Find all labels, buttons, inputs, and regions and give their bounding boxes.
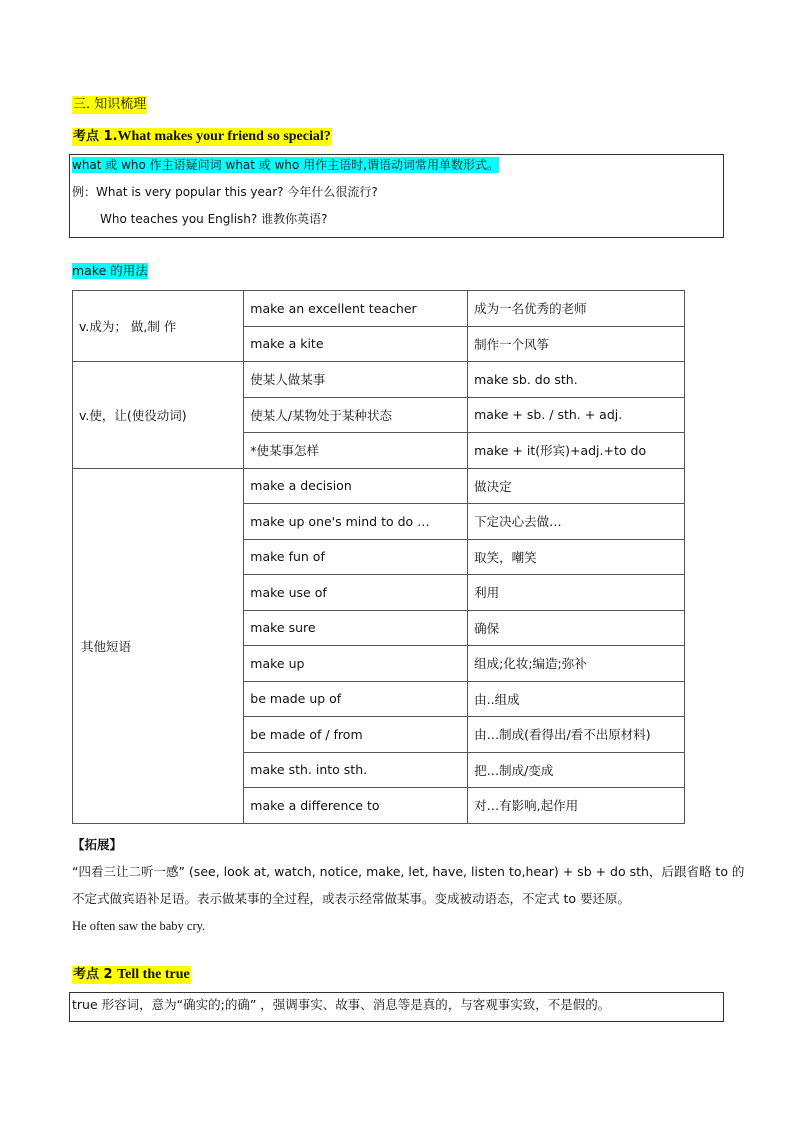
phrase-cell: make sure <box>250 620 316 636</box>
table-row <box>73 468 685 504</box>
meaning-cell: 取笑，嘲笑 <box>474 549 537 565</box>
meaning-cell: make + sb. / sth. + adj. <box>474 407 623 423</box>
point2-heading: Tell the true <box>117 967 190 982</box>
point1-heading: What makes your friend so special? <box>117 129 331 144</box>
point2-label: 考点 2 <box>73 967 118 982</box>
make-usage-heading: make 的用法 <box>72 263 148 278</box>
phrase-cell: make up one's mind to do … <box>250 513 430 529</box>
point1-label: 考点 1. <box>73 129 118 144</box>
phrase-cell: *使某事怎样 <box>250 443 320 459</box>
point1-title <box>72 128 332 146</box>
meaning-cell: 对…有影响,起作用 <box>474 798 579 814</box>
category-cell: 其他短语 <box>73 468 244 823</box>
meaning-cell: 成为一名优秀的老师 <box>474 301 587 317</box>
phrase-cell: make fun of <box>250 549 325 565</box>
meaning-cell: 组成;化妆;编造;弥补 <box>474 656 587 672</box>
expand-heading: 【拓展】 <box>72 837 123 852</box>
expand-example: He often saw the baby cry. <box>72 919 206 933</box>
meaning-cell: 把…制成/变成 <box>474 762 554 778</box>
point1-box <box>69 154 724 238</box>
table-row <box>73 291 685 327</box>
section-title: 三. 知识梳理 <box>73 97 147 112</box>
phrase-cell: 使某人/某物处于某种状态 <box>250 407 393 423</box>
meaning-cell: 由…制成(看得出/看不出原材料) <box>474 727 651 743</box>
phrase-cell: make a decision <box>250 478 352 494</box>
make-usage-table <box>72 290 685 824</box>
point2-title <box>72 966 191 984</box>
meaning-cell: 做决定 <box>474 478 512 494</box>
phrase-cell: be made up of <box>250 691 342 707</box>
meaning-cell: 下定决心去做… <box>474 514 562 530</box>
expand-line-1: “四看三让二听一感” (see, look at, watch, notice, make, let, have, listen to,hear) + sb + do sth，后跟省略 to 的 <box>72 864 745 879</box>
point1-rule: what 或 who 作主语疑问词 what 或 who 用作主语时,谓语动词常用单数形式。 <box>72 158 499 172</box>
meaning-cell: 制作一个风筝 <box>474 336 550 352</box>
point1-example-2: Who teaches you English? 谁教你英语? <box>100 212 328 226</box>
meaning-cell: 利用 <box>474 585 500 601</box>
phrase-cell: make sth. into sth. <box>250 762 368 778</box>
category-cell: v.成为； 做,制 作 <box>73 291 244 362</box>
point2-rule: true 形容词，意为“确实的;的确” ，强调事实、故事、消息等是真的，与客观事实致，不是假的。 <box>72 997 611 1012</box>
table-row <box>73 362 685 398</box>
phrase-cell: be made of / from <box>250 726 363 742</box>
meaning-cell: 确保 <box>474 620 500 636</box>
meaning-cell: 由..组成 <box>474 691 520 707</box>
phrase-cell: make up <box>250 655 305 671</box>
point2-box <box>69 992 724 1022</box>
phrase-cell: 使某人做某事 <box>250 372 326 388</box>
point1-example-1: 例：What is very popular this year? 今年什么很流行? <box>72 185 378 199</box>
meaning-cell: make + it(形宾)+adj.+to do <box>474 443 647 459</box>
category-cell: v.使，让(使役动词) <box>73 362 244 469</box>
expand-line-2: 不定式做宾语补足语。表示做某事的全过程，或表示经常做某事。变成被动语态，不定式 to 要还原。 <box>72 891 630 906</box>
phrase-cell: make use of <box>250 584 327 600</box>
phrase-cell: make a kite <box>250 336 324 352</box>
meaning-cell: make sb. do sth. <box>474 371 578 387</box>
phrase-cell: make an excellent teacher <box>250 300 417 316</box>
phrase-cell: make a difference to <box>250 797 380 813</box>
